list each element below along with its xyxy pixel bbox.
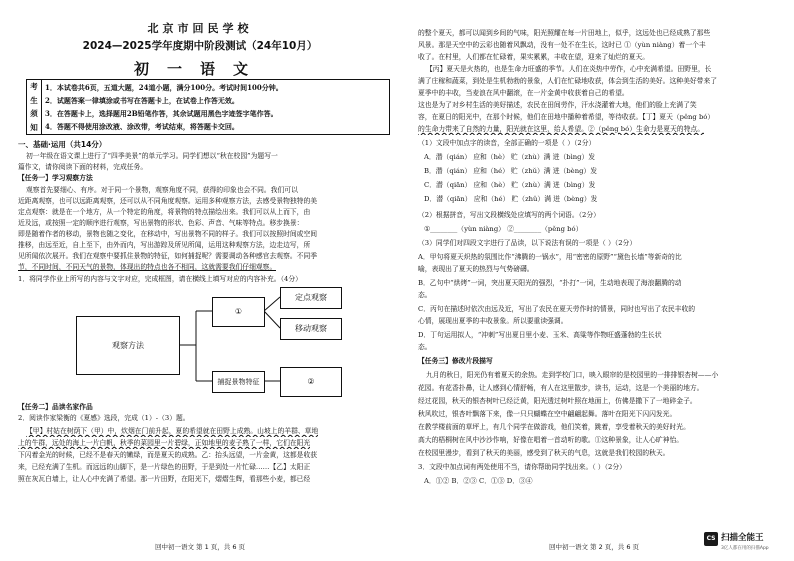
passage-line: 经过花园，秋天的银杏树叶已经泛黄，阳光透过树叶照在地面上，仿佛是撒下了一地碎金子。 bbox=[418, 397, 697, 405]
notice-item: 4．答题不得使用涂改液、涂改带，考试结束，将答题卡交回。 bbox=[45, 122, 239, 131]
question-3: 3．文段中加点词有两处使用不当，请你帮助同学找出来。（ ）（2分） bbox=[418, 463, 626, 471]
passage-line: 这也是为了对乡村生活的美好描述，农民在田间劳作，汗水浇灌着大地，他们的脸上充满了笑 bbox=[418, 101, 697, 109]
notice-item: 1．本试卷共6页，五道大题，24道小题，满分100分。考试时间100分钟。 bbox=[45, 83, 283, 92]
answer-line: D．丁句运用拟人，“冲刺”写出夏日里小麦、玉米、高粱等作物旺盛蓬勃的生长状 bbox=[418, 331, 662, 339]
answer-line: C．丙句在描述时依次由远及近，写出了农民在夏天劳作时的情景，同时也写出了农民丰收的 bbox=[418, 305, 696, 313]
passage-line: 上的牛群，远处的海上一片白帆，秋季的菜园里一片碧绿，正如地里的麦子熟了一样，它们在阳光 bbox=[18, 439, 311, 447]
page-footer: 回中初一语文 第 1 页，共 6 页 bbox=[154, 543, 246, 551]
answer-line: 心情，展现出夏季的丰收景象。所以要重读强调。 bbox=[418, 317, 568, 325]
option-b: B．潜（qián） 应和（hé） 贮（zhǔ）满 迸（bèng）发 bbox=[424, 167, 598, 175]
passage-line: 见所闻依次展开。我们在观察中要抓住景物的特征，如何捕捉呢？需要调动各种感官去观察。不同季 bbox=[18, 252, 318, 260]
passage-line: 高大的梧桐树在风中沙沙作响，好像在唱着一首动听的歌。①这种景象，让人心旷神怡。 bbox=[418, 436, 684, 444]
passage-line: 风景。那是天空中的云彩也随着风飘动，没有一处不在生长，这时已 ①（yùn niàng）着一个丰 bbox=[418, 41, 706, 49]
camscanner-logo-icon: CS bbox=[704, 532, 718, 546]
answer-line: B．乙句中“烘烤”一词，突出夏天阳光的强烈，“扑打”一词，生动地表现了海浪翻腾的动 bbox=[418, 279, 682, 287]
question-2-1: （1）文段中加点字的读音，全部正确的一项是（ ）（2分） bbox=[418, 139, 596, 147]
intro-line: 初一年级在语文课上进行了“四季美景”的单元学习。同学们想以“秋在校园”为题写一 bbox=[26, 152, 278, 160]
diagram-observation-methods: 观察方法 bbox=[76, 316, 180, 375]
intro-line: 篇作文，请你阅读下面的材料，完成任务。 bbox=[18, 163, 148, 171]
passage-line: 来，已经充满了生机。而远远的山脚下，是一片绿色的田野，于是到处一片忙碌……【乙】太阳正 bbox=[18, 463, 311, 471]
passage-line: 夏季中的丰收，当麦浪在风中翻滚，在一片金黄中收获着自己的希望。 bbox=[418, 89, 629, 97]
passage-line: 收了。在村里，人们都在忙碌着，果实累累，丰收在望，迎来了灿烂的夏天。 bbox=[418, 53, 650, 61]
fill-in-blanks: ①________（yùn niàng） ②________（pěng bó） bbox=[424, 225, 583, 233]
passage-line: 推移，由远至近，自上至下，由外而内，写出游踪及所见所闻，运用这种观察方法，边走边写，所 bbox=[18, 241, 311, 249]
passage-line: 即是随着作者的移动，景物也随之变化，在移动中，写出景物不同的样子。我们可以按照时间或空间 bbox=[18, 230, 318, 238]
diagram-capture-features: 捕捉景物特征 bbox=[212, 371, 265, 393]
diagram-blank-1: ① bbox=[212, 297, 265, 327]
diagram-fixed-point: 定点观察 bbox=[280, 287, 342, 309]
passage-line: 照在灰瓦白墙上，让人心中充满了希望。那一片田野，在阳光下，熠熠生辉，看那些小麦，都已经 bbox=[18, 475, 311, 483]
passage-line: 【丙】夏天是火热的，也是生命力旺盛的季节。人们在炎热中劳作，心中充满希望。田野里，长 bbox=[426, 65, 712, 73]
passage-line: 节，不同时间，不同天气的景物，体现出的特点也各不相同，这就需要我们仔细观察。 bbox=[18, 263, 277, 271]
passage-line: 近距离观察，也可以远距离观察，还可以从不同角度观察。运用多种观察方法，去感受景物独特的美 bbox=[18, 197, 318, 205]
option-c: C．潜（qiān） 应和（hè） 贮（zhù）满 迸（bìng）发 bbox=[424, 181, 596, 189]
passage-line: 在教学楼前面的草坪上，有几个同学在做游戏，他们笑着，跳着，享受着秋天的美好时光。 bbox=[418, 423, 690, 431]
diagram-moving: 移动观察 bbox=[280, 318, 342, 340]
exam-page-1 bbox=[6, 0, 394, 561]
notice-heading: 考 生 须 知 bbox=[27, 80, 42, 134]
passage-line: 容，在夏日的阳光中，在那个时候，他们在田地中播种着希望，等待收获。【丁】夏天（pěng bó） bbox=[418, 113, 715, 121]
question-1: 1．将同学作业上所写的内容与文字对应，完成框图，请在横线上填写对应的内容补充。（4分） bbox=[18, 275, 302, 283]
option-a: A．潜（qián） 应和（hè） 贮（zhù）满 迸（bìng）发 bbox=[424, 153, 596, 161]
school-title: 北京市回民学校 bbox=[147, 22, 253, 35]
scanner-watermark bbox=[704, 531, 788, 555]
diagram-blank-2: ② bbox=[280, 367, 342, 397]
question-2: 2．阅读作家梁衡的《夏感》选段，完成（1）-（3）题。 bbox=[18, 414, 190, 422]
passage-line: 花园。有花香扑鼻，让人感到心情舒畅，有人在这里散步，读书，运动，这是一个美丽的地方。 bbox=[418, 384, 704, 392]
question-2-2: （2）根据拼音，写出文段横线处应填写的两个词语。（2分） bbox=[418, 211, 600, 219]
answer-line: 态。 bbox=[418, 343, 432, 351]
section-heading: 一、基础·运用（共14分） bbox=[18, 140, 107, 149]
answer-line: 态。 bbox=[418, 291, 432, 299]
exam-title: 2024—2025学年度期中阶段测试（24年10月） bbox=[82, 40, 318, 52]
task-heading: 【任务二】品读名家作品 bbox=[18, 403, 93, 411]
task-heading: 【任务三】修改片段描写 bbox=[418, 357, 493, 365]
option-d: D．潜（qiān） 应和（hé） 贮（zhǔ）满 迸（bèng）发 bbox=[424, 195, 598, 203]
answer-line: 喻，表现出了夏天的热烈与气势磅礴。 bbox=[418, 265, 534, 273]
page-footer: 回中初一语文 第 2 页，共 6 页 bbox=[548, 543, 640, 551]
passage-line: 的生命力带来了自然的力量，阳光就在这里，给人希望。②（pěng bó）生命力是夏天的特点。 bbox=[418, 125, 704, 133]
answer-line: A．甲句将夏天炽热的氛围比作“沸腾的一锅水”，用“密密的原野”“黛色长墙”等新奇的比 bbox=[418, 253, 682, 261]
passage-line: 秋风吹过，银杏叶飘落下来，像一只只蝴蝶在空中翩翩起舞。落叶在阳光下闪闪发光。 bbox=[418, 410, 677, 418]
passage-line: 近及远，或按照一定的顺序进行观察，写出景物的形状、色彩、声音、气味等特点。移步换景： bbox=[18, 219, 304, 227]
question-2-3: （3）同学们对四段文字进行了品读，以下说法有误的一项是（ ）（2分） bbox=[418, 239, 637, 247]
passage-line: 定点观察：就是在一个地方，从一个特定的角度，将景物的特点描绘出来。我们可以从上而下，由 bbox=[18, 208, 311, 216]
task-heading: 【任务一】学习观察方法 bbox=[18, 174, 93, 182]
passage-line: 下闪着金光的时候，已经不是春天的嫩绿，而是夏天的成熟。乙：抬头远望，一片金黄，这都是收获 bbox=[18, 451, 318, 459]
passage-line: 【甲】村姑在树荫下（甲）中，炊烟在门前升起，夏的希望就在田野上成熟。山坡上的羊群、草地 bbox=[26, 427, 319, 435]
passage-line: 的整个夏天，都可以闻到乡间的气味，阳光照耀在每一片田地上，似乎，这远处也已经成熟了那些 bbox=[418, 29, 711, 37]
exam-page-2 bbox=[400, 0, 788, 561]
watermark-title: 扫描全能王 bbox=[721, 533, 764, 543]
passage-line: 观察首先要细心、有序。对于同一个景物，观察角度不同，获得的印象也会不同。我们可以 bbox=[26, 186, 298, 194]
subject-title: 初一语文 bbox=[133, 60, 266, 78]
watermark-subtitle: 3亿人都在用的扫描App bbox=[721, 546, 769, 551]
passage-line: 九月的秋日，阳光仍有着夏天的余热。走到学校门口，映入眼帘的是校园里的一排排银杏树——小 bbox=[426, 371, 719, 379]
passage-line: 满了庄稼和蔬菜，到处是生机勃勃的景象，人们在忙碌地收获，体会到生活的美好。这种美好带来了 bbox=[418, 77, 718, 85]
notice-item: 3．在答题卡上，选择题用2B铅笔作答，其余试题用黑色字迹签字笔作答。 bbox=[45, 109, 278, 118]
passage-line: 在校园里漫步，看到了秋天的美丽，感受到了秋天的气息，这就是我们校园的秋天。 bbox=[418, 449, 670, 457]
notice-item: 2．试题答案一律填涂或书写在答题卡上，在试卷上作答无效。 bbox=[45, 96, 239, 105]
question-3-options: A．①② B．②③ C．①③ D．③④ bbox=[424, 477, 533, 485]
